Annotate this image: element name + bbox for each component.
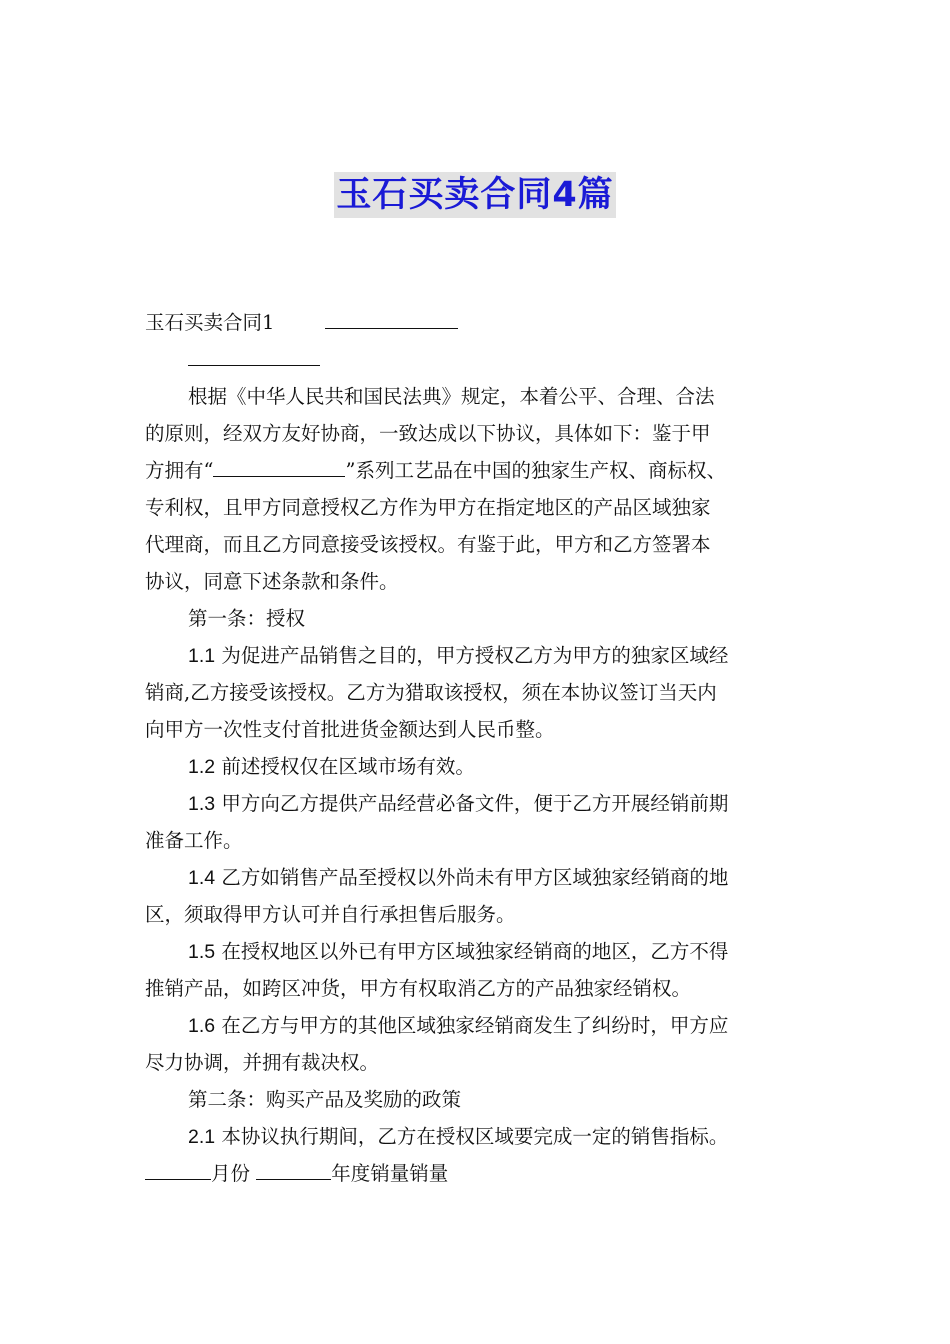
clause-text: 为促进产品销售之目的，甲方授权乙方为甲方的独家区域经 [221, 644, 729, 667]
clause-line [145, 970, 810, 1007]
clause-text: 推销产品，如跨区冲货，甲方有权取消乙方的产品独家经销权。 [145, 977, 692, 1000]
contract-heading: 玉石买卖合同1 [145, 311, 275, 334]
clause-text: 在乙方与甲方的其他区域独家经销商发生了纠纷时，甲方应 [221, 1014, 729, 1037]
clause-number: 1.4 [188, 867, 216, 889]
clause-line [145, 859, 810, 896]
clause-line [145, 1007, 810, 1044]
clause-text: 乙方如销售产品至授权以外尚未有甲方区域独家经销商的地 [221, 866, 729, 889]
clause-line [145, 1118, 810, 1155]
clause-number: 1.6 [188, 1015, 216, 1037]
paragraph-text: 协议，同意下述条款和条件。 [145, 570, 399, 593]
title-container [0, 172, 950, 218]
paragraph-text: 专利权，且甲方同意授权乙方作为甲方在指定地区的产品区域独家 [145, 496, 711, 519]
clause-text: 销商,乙方接受该授权。乙方为猎取该授权，须在本协议签订当天内 [145, 681, 717, 704]
paragraph-text: 的原则，经双方友好协商，一致达成以下协议，具体如下：鉴于甲 [145, 422, 711, 445]
contract-heading-line [145, 304, 810, 341]
paragraph-text: 代理商，而且乙方同意接受该授权。有鉴于此，甲方和乙方签署本 [145, 533, 711, 556]
clause-number: 1.1 [188, 645, 216, 667]
clause-text: 年度销量销量 [331, 1162, 449, 1185]
clause-text: 尽力协调，并拥有裁决权。 [145, 1051, 380, 1074]
article-title: 第一条：授权 [188, 607, 306, 630]
paragraph-line [145, 563, 810, 600]
clause-line [145, 637, 810, 674]
paragraph-line [145, 415, 810, 452]
clause-number: 1.3 [188, 793, 216, 815]
blank-field [188, 341, 320, 366]
blank-field [145, 1155, 211, 1180]
article-heading [145, 600, 810, 637]
blank-field [256, 1155, 331, 1180]
clause-text: 月份 [211, 1162, 251, 1185]
clause-text: 本协议执行期间，乙方在授权区域要完成一定的销售指标。 [221, 1125, 729, 1148]
clause-line [145, 674, 810, 711]
clause-number: 2.1 [188, 1126, 216, 1148]
clause-text: 区，须取得甲方认可并自行承担售后服务。 [145, 903, 516, 926]
clause-line [145, 785, 810, 822]
clause-line [145, 1044, 810, 1081]
paragraph-line [145, 526, 810, 563]
paragraph-text: 根据《中华人民共和国民法典》规定，本着公平、合理、合法 [188, 385, 715, 408]
paragraph-line [145, 452, 810, 489]
article-title: 第二条：购买产品及奖励的政策 [188, 1088, 462, 1111]
clause-line [145, 822, 810, 859]
clause-line [145, 1155, 810, 1192]
clause-text: 向甲方一次性支付首批进货金额达到人民币整。 [145, 718, 555, 741]
clause-line [145, 933, 810, 970]
paragraph-line [145, 378, 810, 415]
blank-field [325, 304, 458, 329]
clause-line [145, 896, 810, 933]
clause-number: 1.5 [188, 941, 216, 963]
paragraph-line [145, 489, 810, 526]
paragraph-text: ”系列工艺品在中国的独家生产权、商标权、 [345, 459, 726, 482]
clause-number: 1.2 [188, 756, 216, 778]
blank-field [213, 452, 345, 477]
article-heading [145, 1081, 810, 1118]
clause-line [145, 748, 810, 785]
clause-text: 在授权地区以外已有甲方区域独家经销商的地区，乙方不得 [221, 940, 729, 963]
paragraph-text: 方拥有“ [145, 459, 214, 482]
clause-text: 准备工作。 [145, 829, 243, 852]
clause-line [145, 711, 810, 748]
document-title: 玉石买卖合同4篇 [334, 172, 615, 218]
document-body [145, 304, 810, 1192]
blank-line [145, 341, 810, 378]
clause-text: 前述授权仅在区域市场有效。 [221, 755, 475, 778]
clause-text: 甲方向乙方提供产品经营必备文件，便于乙方开展经销前期 [221, 792, 729, 815]
